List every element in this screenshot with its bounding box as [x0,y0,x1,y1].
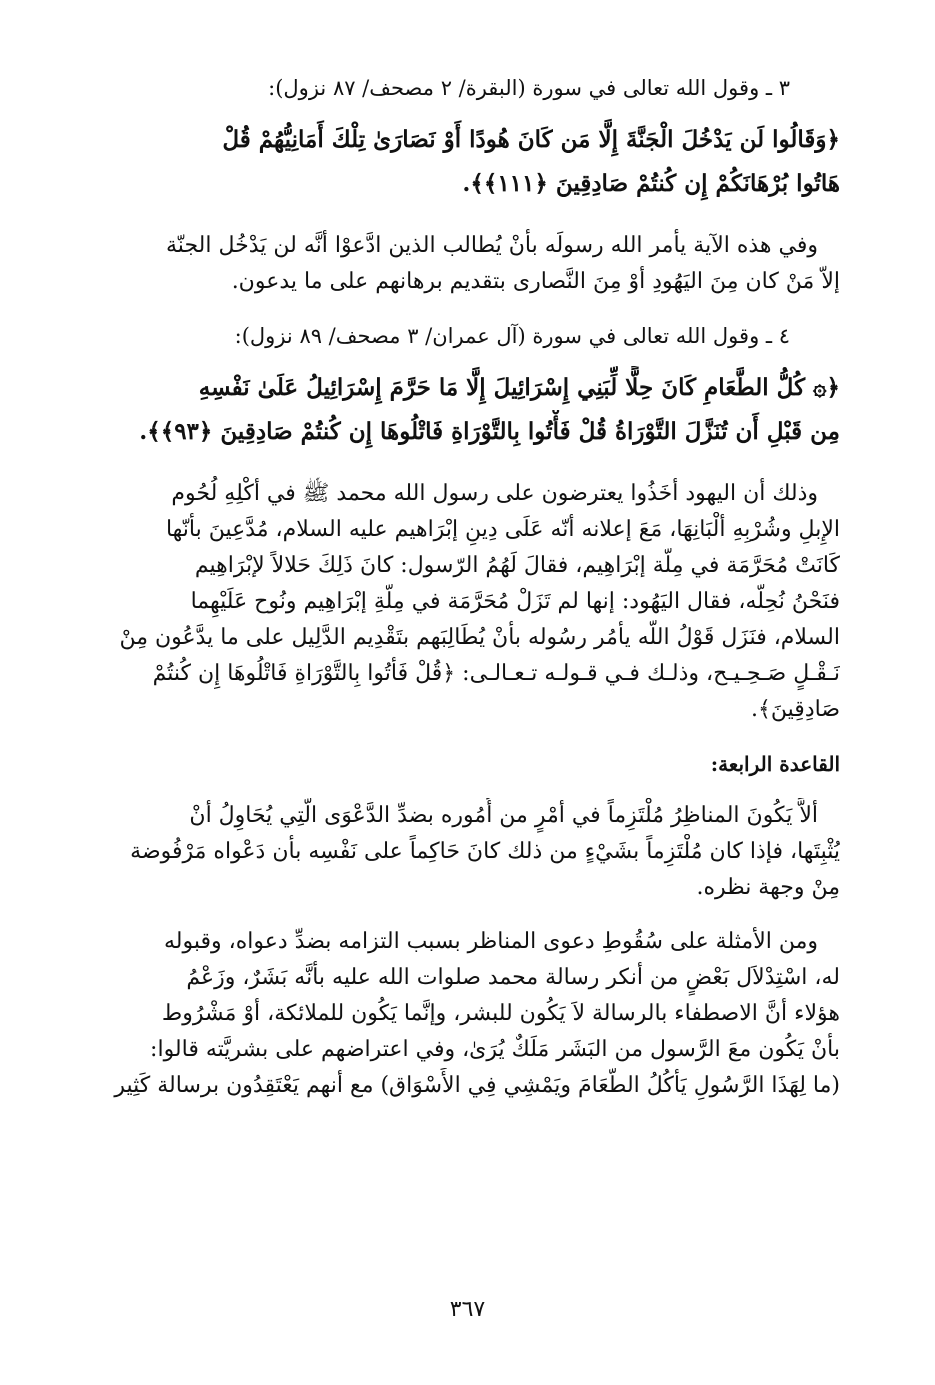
text-line: وفي هذه الآية يأمر الله رسولَه بأنْ يُطالب الذين ادَّعوْا أنَّه لن يَدْخُل الجنّة [166,233,818,258]
text-line: هؤلاء أنَّ الاصطفاء بالرسالة لاَ يَكُون للبشر، وإنَّما يَكُون للملائكة، أوْ مَشْرُوط [161,1001,840,1026]
text-line: وذلك أن اليهود أخَذُوا يعترضون على رسول الله محمد ﷺ في أكْلِهِ لُحُوم [171,481,818,506]
text-line: صَادِقِينَ﴾. [751,697,840,722]
quran-line: هَاتُوا بُرْهَانَكُمْ إِن كُنتُمْ صَادِقِينَ ﴿١١١﴾﴾. [462,170,840,197]
paragraph-6 [92,924,840,1104]
quran-line: ﴿۞ كُلُّ الطَّعَامِ كَانَ حِلًّا لِّبَنِي إِسْرَائِيلَ إِلَّا مَا حَرَّمَ إِسْرَائِيلُ عَلَىٰ نَفْسِهِ [198,374,840,401]
quran-verse-4 [92,366,840,454]
text-line: ومن الأمثلة على سُقُوطِ دعوى المناظر بسبب التزامه بضدِّ دعواه، وقبوله [164,929,818,954]
text-line: ألاَّ يَكُونَ المناظِرُ مُلْتَزِماً في أمْرٍ من أُمُوره بضدِّ الدَّعْوَى الَّتِي يُحَاوِلُ أنْ [189,803,818,828]
text-line: السلام، فنَزَل قَوْلُ اللّه يأمُر رسُوله بأنْ يُطَالِبَهم بتَقْدِيم الدَّلِيل على ما يدَّعُون مِنْ [119,625,840,650]
text-line: فنَحْنُ نُحِلُّه، فقال اليَهُود: إنها لم تَزَلْ مُحَرَّمَة في مِلَّةِ إبْرَاهِيم ونُوح عَلَيْهِما [190,589,840,614]
text-line: (ما لِهَذَا الرَّسُولِ يَأْكُلُ الطَّعَامَ ويَمْشِي فِي الأَسْوَاق) مع أنهم يَعْتَقِدُون برسالة كَثِير [114,1073,840,1098]
text-line: الإِبلِ وشُرْبِهِ ألْبَانِهَا، مَعَ إعلانه أنّه عَلَى دِينِ إبْرَاهيم عليه السلام، مُدَّعِينَ بأنّها [165,517,840,542]
paragraph-5 [92,798,840,906]
text-line: كَانَتْ مُحَرَّمَة في مِلَّة إبْرَاهِيم، فقالَ لَهُمُ الرّسول: كانَ ذَلِكَ حَلالاً لإبْرَاهِيم [194,553,840,578]
text-line: بأنْ يَكُون معَ الرَّسول من البَشَر مَلَكٌ يُرَىٰ، وفي اعتراضهم على بشريَّته قالوا: [150,1037,840,1062]
paragraph-4 [92,476,840,728]
quran-line: مِن قَبْلِ أَن تُنَزَّلَ التَّوْرَاةُ قُلْ فَأْتُوا بِالتَّوْرَاةِ فَاتْلُوهَا إِن كُنتُمْ صَادِقِينَ ﴿٩٣﴾﴾. [139,418,840,445]
paragraph-3 [92,228,840,300]
text-line: مِنْ وجهة نظره. [696,875,840,900]
text-line: له، اسْتِدْلاَل بَعْضٍ من أنكر رسالة محمد صلوات الله عليه بأنَّه بَشَرٌ، وزَعْمُ [186,965,840,990]
text-line: نَـقْـلٍ صَـحِـيـح، وذلـك فـي قـولـه تـعـالـى: ﴿قُلْ فَأْتُوا بِالتَّوْرَاةِ فَاتْلُوهَا إِن كُنتُمْ [152,661,840,686]
page-body [92,70,840,1122]
section-subtitle: القاعدة الرابعة: [710,752,840,776]
text-line: إلاّ مَنْ كان مِنَ اليَهُودِ أوْ مِنَ النَّصارى بتقديم برهانهم على ما يدعون. [231,269,840,294]
quran-line: ﴿وَقَالُوا لَن يَدْخُلَ الْجَنَّةَ إِلَّا مَن كَانَ هُودًا أَوْ نَصَارَىٰ تِلْكَ أَمَانِيُّهُمْ قُلْ [222,126,840,153]
quran-verse-3 [92,118,840,206]
item-heading-4: ٤ ـ وقول الله تعالى في سورة (آل عمران/ ٣ مصحف/ ٨٩ نزول): [234,324,790,348]
text-line: يُثْبِتَها، فإذا كان مُلْتَزِماً بشَيْءٍ من ذلك كانَ حَاكِماً على نَفْسِه بأن دَعْواه مَرْفُوضة [130,839,840,864]
item-heading-3: ٣ ـ وقول الله تعالى في سورة (البقرة/ ٢ مصحف/ ٨٧ نزول): [268,76,790,100]
page-number: ٣٦٧ [449,1297,486,1322]
